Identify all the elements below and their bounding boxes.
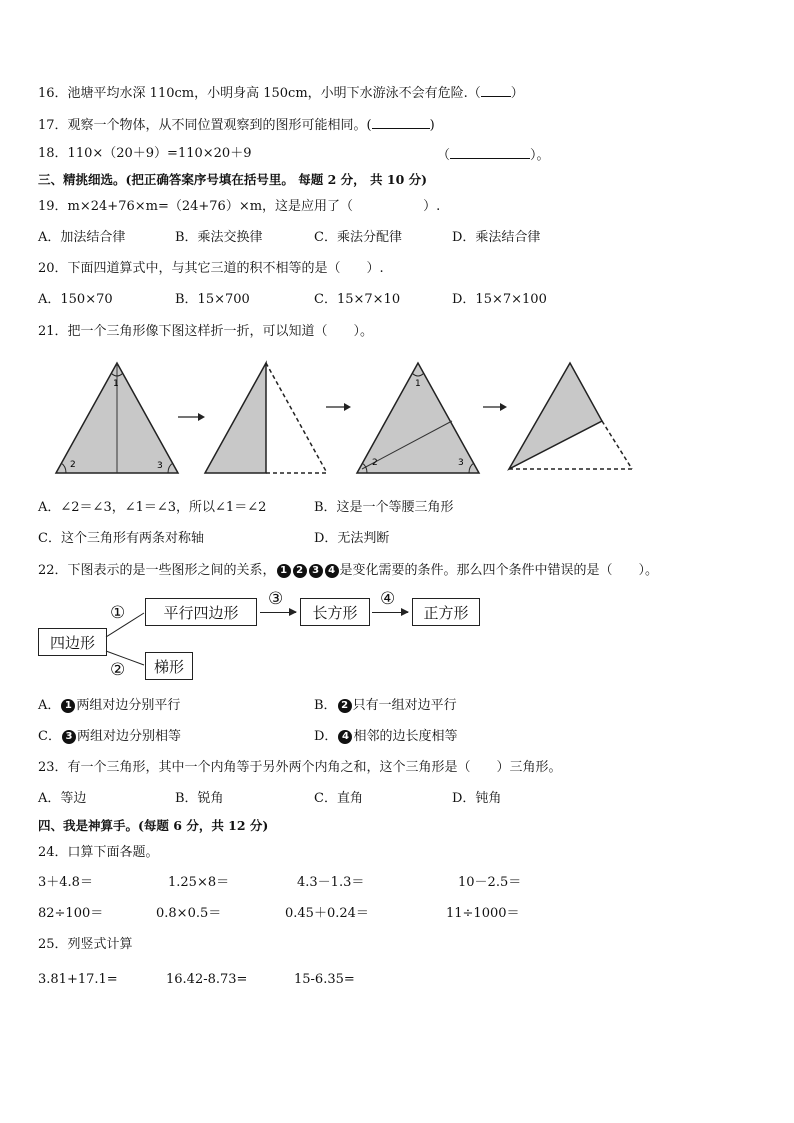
option-d[interactable]: D．钝角 <box>452 791 502 806</box>
condition-mark: 2 <box>338 699 352 713</box>
answer-blank[interactable] <box>450 146 530 159</box>
option-a[interactable]: A．等边 <box>38 791 87 806</box>
paren-close: ）。 <box>530 148 550 163</box>
angle-2-label: 2 <box>70 460 76 470</box>
option-b[interactable] <box>314 698 457 714</box>
mental-calc-item[interactable]: 0.8×0.5＝ <box>156 906 222 921</box>
angle-3-label: 3 <box>458 458 464 468</box>
box-parallelogram: 平行四边形 <box>145 598 257 626</box>
angle-2-label: 2 <box>372 458 378 468</box>
mental-calc-item[interactable]: 11÷1000＝ <box>446 906 520 921</box>
option-c[interactable]: C．直角 <box>314 791 363 806</box>
question-21-text: 21．把一个三角形像下图这样折一折，可以知道（ ）。 <box>38 324 374 339</box>
condition-mark: 4 <box>338 730 352 744</box>
question-16 <box>38 84 524 102</box>
condition-mark: 1 <box>61 699 75 713</box>
question-25-text: 25．列竖式计算 <box>38 937 133 952</box>
question-17-text: 17．观察一个物体，从不同位置观察到的图形可能相同。( <box>38 118 372 133</box>
answer-blank[interactable] <box>481 84 511 97</box>
question-22-text: 22．下图表示的是一些图形之间的关系， <box>38 563 276 578</box>
condition-mark: 2 <box>293 564 307 578</box>
condition-2-label: ② <box>110 660 126 680</box>
option-d[interactable] <box>314 729 457 745</box>
option-letter: C． <box>38 729 61 744</box>
option-b[interactable]: B．15×700 <box>175 292 250 307</box>
answer-blank[interactable] <box>372 116 430 129</box>
paren-close: ) <box>429 118 435 133</box>
option-b[interactable]: B．乘法交换律 <box>175 230 263 245</box>
question-19-text: 19．m×24+76×m=（24+76）×m，这是应用了（ <box>38 199 354 214</box>
triangle-fold-figure <box>0 355 794 485</box>
option-c[interactable]: C．乘法分配律 <box>314 230 402 245</box>
mental-calc-item[interactable]: 82÷100＝ <box>38 906 104 921</box>
condition-1-label: ① <box>110 603 126 623</box>
option-text: 相邻的边长度相等 <box>353 729 458 744</box>
mental-calc-item[interactable]: 3＋4.8＝ <box>38 875 93 890</box>
paren-open: （ <box>437 148 451 163</box>
vertical-calc-item[interactable]: 3.81+17.1= <box>38 972 118 987</box>
vertical-calc-item[interactable]: 16.42-8.73= <box>166 972 248 987</box>
option-a[interactable] <box>38 698 180 714</box>
question-22 <box>38 563 658 579</box>
section-4-heading: 四、我是神算手。(每题 6 分，共 12 分) <box>38 818 269 833</box>
question-16-text: 16．池塘平均水深 110cm，小明身高 150cm，小明下水游泳不会有危险.（ <box>38 86 481 101</box>
condition-mark: 1 <box>277 564 291 578</box>
condition-mark: 4 <box>325 564 339 578</box>
arrow-3 <box>483 403 507 411</box>
condition-4-label: ④ <box>380 589 396 609</box>
option-d[interactable]: D．乘法结合律 <box>452 230 541 245</box>
triangle-2-folded <box>205 363 327 473</box>
angle-1-label: 1 <box>113 379 119 389</box>
question-24-text: 24．口算下面各题。 <box>38 845 159 860</box>
question-20-text: 20．下面四道算式中，与其它三道的积不相等的是（ ）. <box>38 261 384 276</box>
condition-mark: 3 <box>62 730 76 744</box>
box-trapezoid: 梯形 <box>145 652 193 680</box>
option-d[interactable]: D．无法判断 <box>314 531 390 546</box>
question-18-text: 18．110×（20＋9）=110×20＋9 <box>38 146 252 161</box>
option-b[interactable]: B．锐角 <box>175 791 224 806</box>
question-19 <box>38 199 440 215</box>
box-rectangle: 长方形 <box>300 598 370 626</box>
question-22-text-cont: 是变化需要的条件。那么四个条件中错误的是（ ）。 <box>339 563 659 578</box>
paren-close: ）. <box>423 199 441 214</box>
question-23-text: 23．有一个三角形，其中一个内角等于另外两个内角之和，这个三角形是（ ）三角形。 <box>38 760 562 775</box>
question-18-answer <box>437 146 550 164</box>
option-letter: A． <box>38 698 61 713</box>
paren-close: ） <box>510 86 524 101</box>
triangle-1 <box>56 363 178 473</box>
option-text: 两组对边分别平行 <box>76 698 181 713</box>
mental-calc-item[interactable]: 1.25×8＝ <box>168 875 230 890</box>
option-letter: B． <box>314 698 337 713</box>
option-c[interactable]: C．这个三角形有两条对称轴 <box>38 531 204 546</box>
option-text: 两组对边分别相等 <box>76 729 181 744</box>
question-17 <box>38 116 435 134</box>
option-a[interactable]: A．150×70 <box>38 292 113 307</box>
option-letter: D． <box>314 729 338 744</box>
box-quadrilateral: 四边形 <box>38 628 107 656</box>
angle-3-label: 3 <box>157 461 163 471</box>
option-a[interactable]: A．加法结合律 <box>38 230 126 245</box>
mental-calc-item[interactable]: 0.45＋0.24＝ <box>285 906 369 921</box>
triangle-3 <box>357 363 479 473</box>
option-d[interactable]: D．15×7×100 <box>452 292 547 307</box>
mental-calc-item[interactable]: 4.3－1.3＝ <box>297 875 365 890</box>
option-c[interactable] <box>38 729 181 745</box>
option-text: 只有一组对边平行 <box>352 698 457 713</box>
triangle-4-folded <box>509 363 632 469</box>
section-3-heading: 三、精挑细选。(把正确答案序号填在括号里。 每题 2 分， 共 10 分) <box>38 172 428 187</box>
mental-calc-item[interactable]: 10－2.5＝ <box>458 875 522 890</box>
angle-1-label: 1 <box>415 379 421 389</box>
option-b[interactable]: B．这是一个等腰三角形 <box>314 500 454 515</box>
option-c[interactable]: C．15×7×10 <box>314 292 401 307</box>
question-18 <box>38 146 251 162</box>
option-a[interactable]: A．∠2＝∠3，∠1＝∠3，所以∠1＝∠2 <box>38 500 267 515</box>
condition-mark: 3 <box>309 564 323 578</box>
vertical-calc-item[interactable]: 15-6.35= <box>294 972 355 987</box>
arrow-to-rectangle <box>260 612 296 613</box>
arrow-1 <box>178 413 205 421</box>
box-square: 正方形 <box>412 598 480 626</box>
condition-3-label: ③ <box>268 589 284 609</box>
arrow-to-square <box>372 612 408 613</box>
arrow-2 <box>326 403 351 411</box>
